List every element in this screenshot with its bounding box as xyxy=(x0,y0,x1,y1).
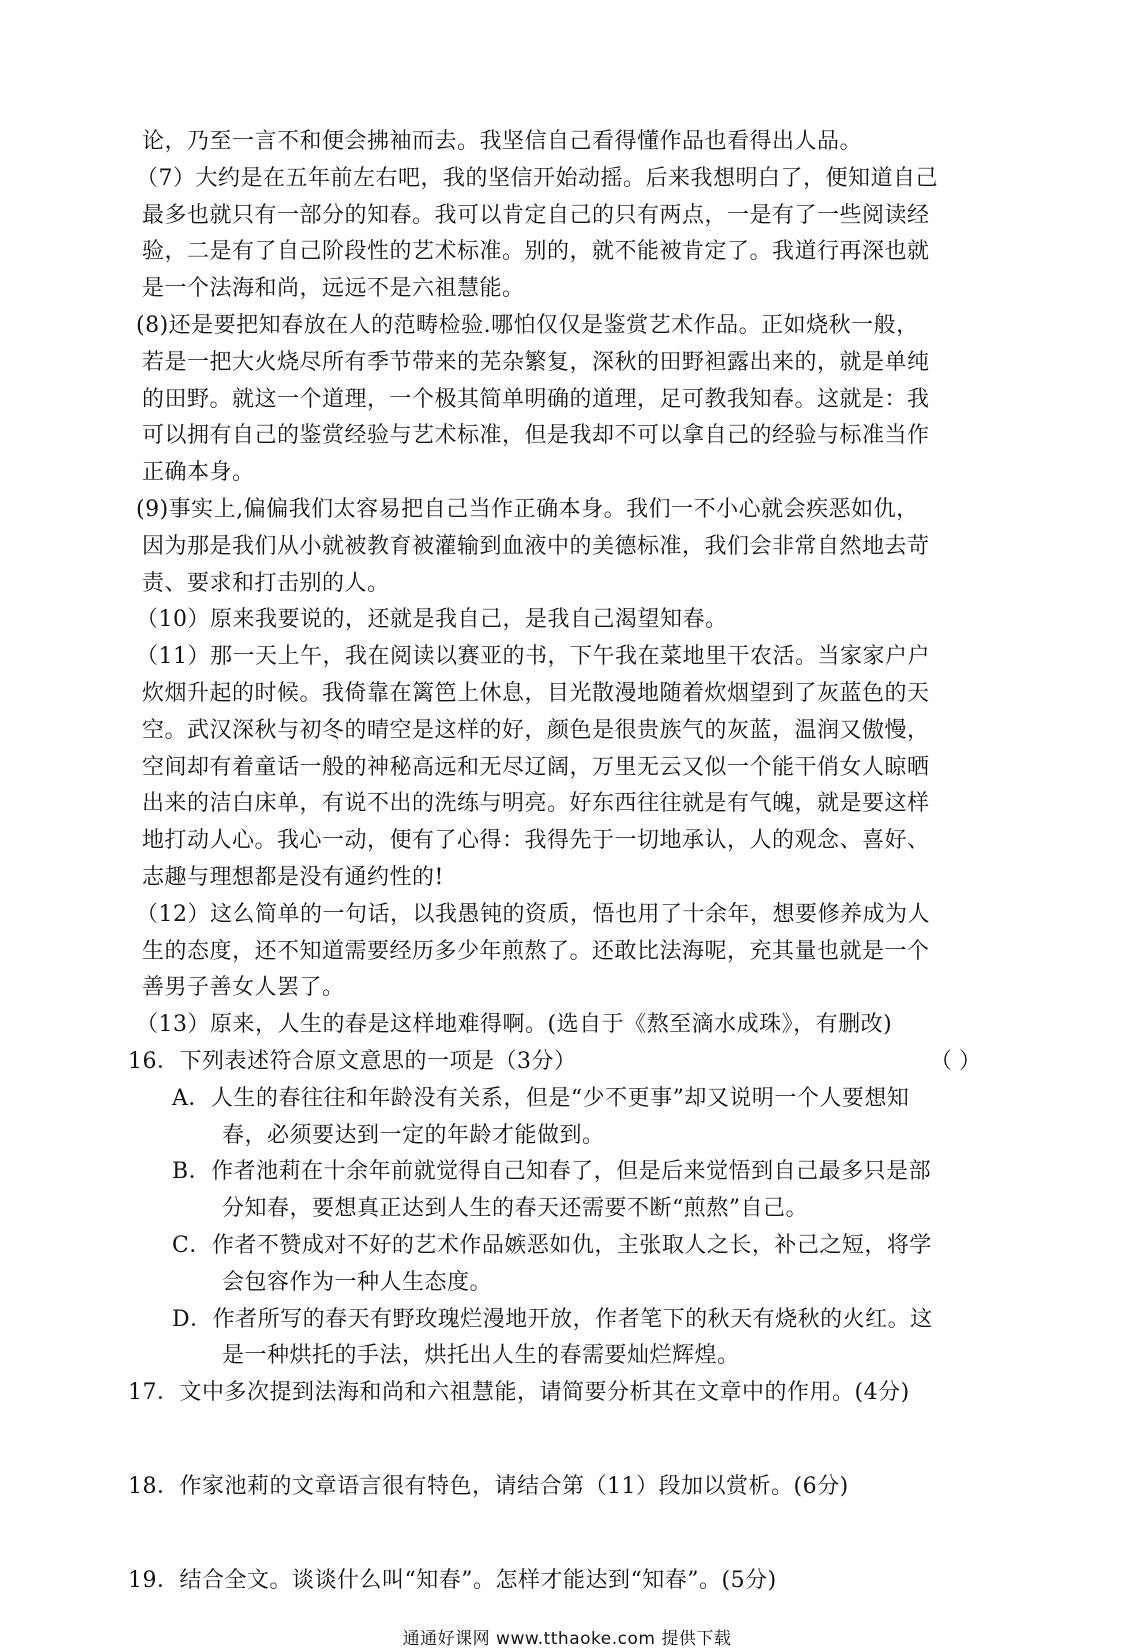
option-c: C．作者不赞成对不好的艺术作品嫉恶如仇，主张取人之长，补己之短，将学 xyxy=(172,1233,932,1258)
passage-line: （7）大约是在五年前左右吧，我的坚信开始动摇。后来我想明白了，便知道自己 xyxy=(136,166,938,191)
question-17: 17．文中多次提到法海和尚和六祖慧能，请简要分析其在文章中的作用。(4分) xyxy=(128,1380,910,1405)
passage-line: 是一个法海和尚，远远不是六祖慧能。 xyxy=(142,276,525,301)
passage-line: 空间却有着童话一般的神秘高远和无尽辽阔，万里无云又似一个能干俏女人晾晒 xyxy=(142,755,930,780)
option-c-cont: 会包容作为一种人生态度。 xyxy=(222,1270,493,1295)
question-16-stem: 16．下列表述符合原文意思的一项是（3分） xyxy=(128,1049,577,1074)
passage-line: 地打动人心。我心一动，便有了心得：我得先于一切地承认，人的观念、喜好、 xyxy=(142,828,930,853)
option-d: D．作者所写的春天有野玫瑰烂漫地开放，作者笔下的秋天有烧秋的火红。这 xyxy=(172,1307,933,1332)
passage-line: 志趣与理想都是没有通约性的! xyxy=(142,865,444,890)
passage-line: 验，二是有了自己阶段性的艺术标准。别的，就不能被肯定了。我道行再深也就 xyxy=(142,239,930,264)
passage-line: （10）原来我要说的，还就是我自己，是我自己渴望知春。 xyxy=(136,607,728,632)
question-19: 19．结合全文。谈谈什么叫“知春”。怎样才能达到“知春”。(5分) xyxy=(128,1568,777,1593)
option-b: B．作者池莉在十余年前就觉得自己知春了，但是后来觉悟到自己最多只是部 xyxy=(172,1159,932,1184)
option-b-cont: 分知春，要想真正达到人生的春天还需要不断“煎熬”自己。 xyxy=(222,1196,808,1221)
passage-line: 生的态度，还不知道需要经历多少年煎熬了。还敢比法海呢，充其量也就是一个 xyxy=(142,939,930,964)
question-18: 18．作家池莉的文章语言很有特色，请结合第（11）段加以赏析。(6分) xyxy=(128,1474,849,1499)
passage-line: （13）原来，人生的春是这样地难得啊。(选自于《熬至滴水成珠》，有删改) xyxy=(136,1012,893,1037)
passage-line: 善男子善女人罢了。 xyxy=(142,975,345,1000)
page-footer: 通通好课网 www.tthaoke.com 提供下载 xyxy=(402,1629,732,1649)
passage-line: 炊烟升起的时候。我倚靠在篱笆上休息，目光散漫地随着炊烟望到了灰蓝色的天 xyxy=(142,681,930,706)
passage-line: (8)还是要把知春放在人的范畴检验.哪怕仅仅是鉴赏艺术作品。正如烧秋一般， xyxy=(136,313,919,338)
passage-line: 可以拥有自己的鉴赏经验与艺术标准，但是我却不可以拿自己的经验与标准当作 xyxy=(142,423,930,448)
passage-line: 正确本身。 xyxy=(142,460,255,485)
passage-line: （12）这么简单的一句话，以我愚钝的资质，悟也用了十余年，想要修养成为人 xyxy=(136,902,930,927)
passage-line: 若是一把大火烧尽所有季节带来的芜杂繁复，深秋的田野袒露出来的，就是单纯 xyxy=(142,350,930,375)
option-d-cont: 是一种烘托的手法，烘托出人生的春需要灿烂辉煌。 xyxy=(222,1343,740,1368)
option-a-cont: 春，必须要达到一定的年龄才能做到。 xyxy=(222,1123,605,1148)
passage-line: 的田野。就这一个道理，一个极其简单明确的道理，足可教我知春。这就是：我 xyxy=(142,387,930,412)
passage-line: 因为那是我们从小就被教育被灌输到血液中的美德标准，我们会非常自然地去苛 xyxy=(142,534,930,559)
passage-line: 论，乃至一言不和便会拂袖而去。我坚信自己看得懂作品也看得出人品。 xyxy=(142,129,863,154)
passage-line: 最多也就只有一部分的知春。我可以肯定自己的只有两点，一是有了一些阅读经 xyxy=(142,203,930,228)
passage-line: 责、要求和打击别的人。 xyxy=(142,571,390,596)
option-a: A．人生的春往往和年龄没有关系，但是“少不更事”却又说明一个人要想知 xyxy=(172,1086,910,1111)
passage-line: (9)事实上,偏偏我们太容易把自己当作正确本身。我们一不小心就会疾恶如仇， xyxy=(136,497,919,522)
answer-blank: （ ） xyxy=(930,1049,981,1074)
passage-line: 出来的洁白床单，有说不出的洗练与明亮。好东西往往就是有气魄，就是要这样 xyxy=(142,791,930,816)
passage-line: 空。武汉深秋与初冬的晴空是这样的好，颜色是很贵族气的灰蓝，温润又傲慢， xyxy=(142,718,930,743)
passage-line: （11）那一天上午，我在阅读以赛亚的书，下午我在菜地里干农活。当家家户户 xyxy=(136,644,930,669)
